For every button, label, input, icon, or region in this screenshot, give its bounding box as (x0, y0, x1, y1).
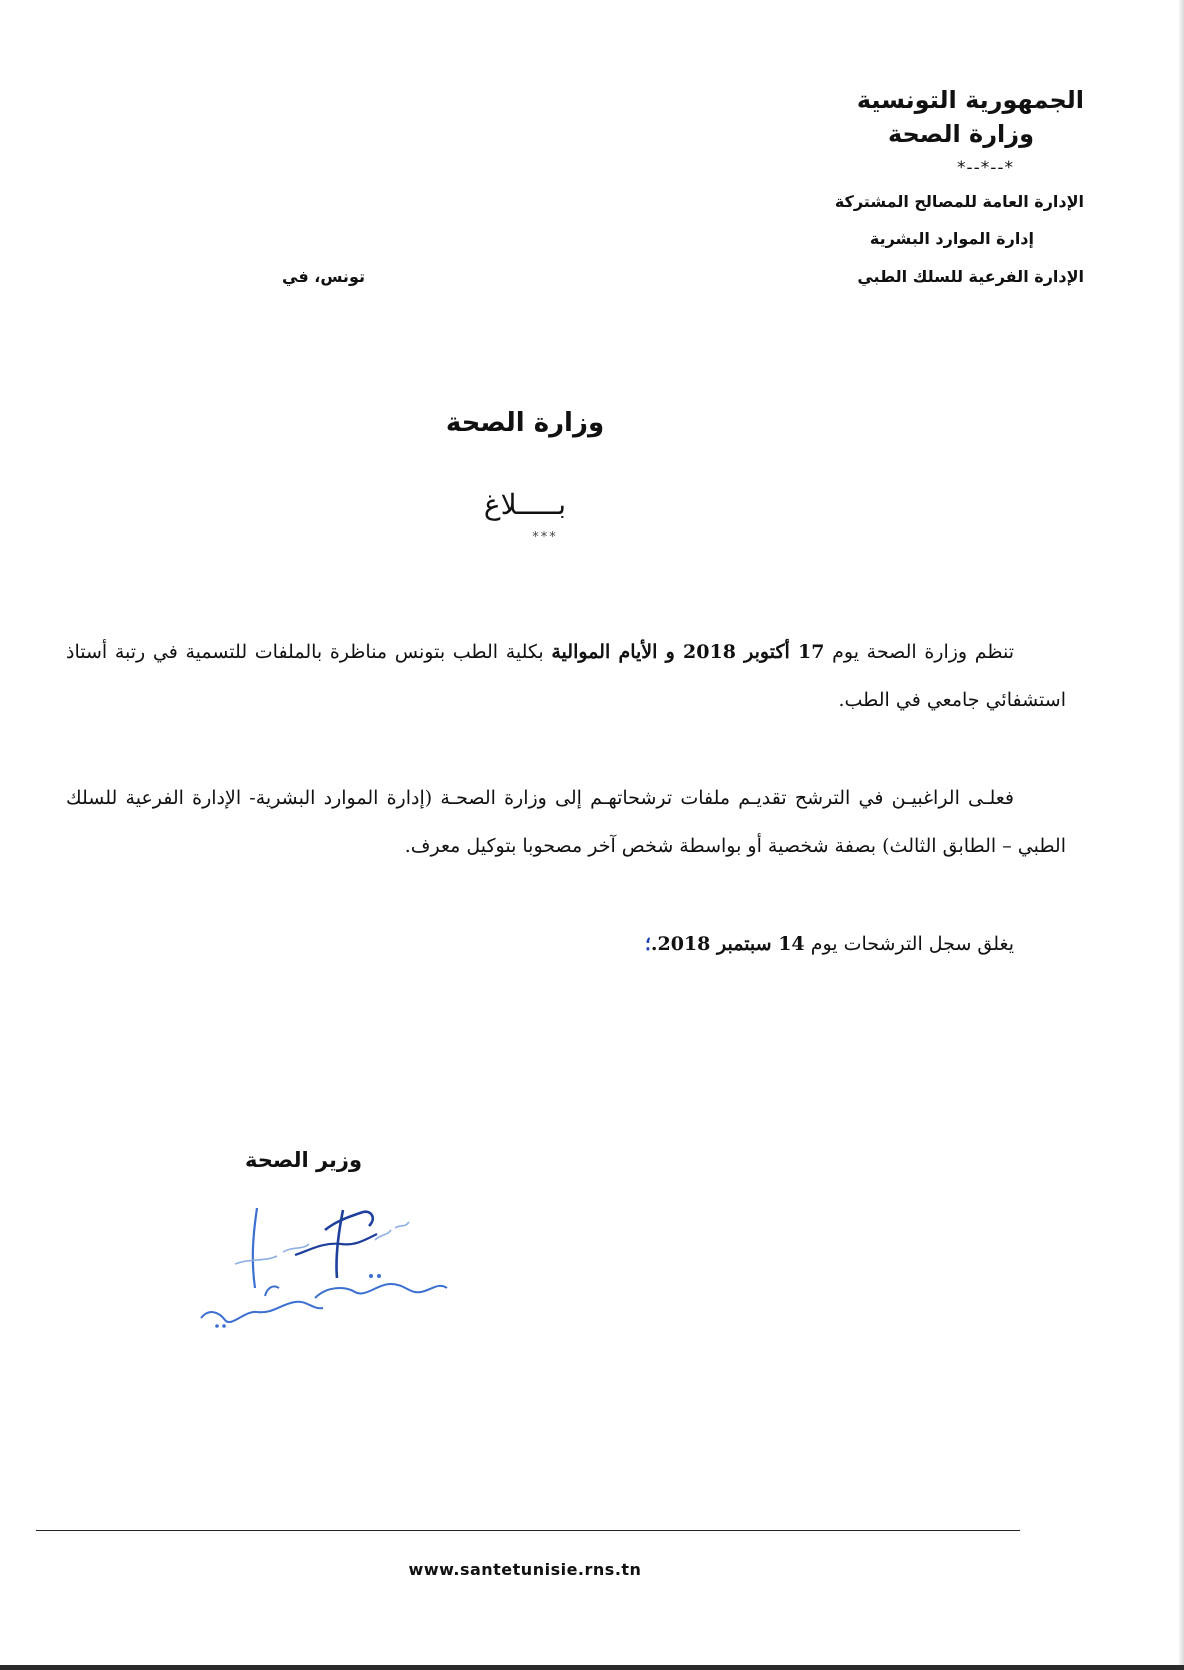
header-ministry: وزارة الصحة (887, 120, 1034, 148)
paragraph-announcement (66, 628, 1066, 724)
document-subtitle: بـــــلاغ (483, 488, 567, 521)
paragraph-2-text: فعلـى الراغبيـن في الترشح تقديـم ملفات ترشحاتهـم إلى وزارة الصحـة (إدارة الموارد البشرية- الإدارة الفرعية للسلك الطبي – الطابق الثالث) بصفة شخصية أو بواسطة شخص آخر مصحوبا بتوكيل معرف. (66, 787, 1066, 857)
paragraph-1-text-c: بكلية الطب بتونس مناظرة بالملفات للتسمية في رتبة أستاذ استشفائي جامعي في الطب. (66, 641, 1066, 711)
header-dept-sub: الإدارة الفرعية للسلك الطبي (857, 267, 1084, 286)
handwritten-signature (195, 1200, 475, 1330)
scan-edge-bottom (0, 1665, 1184, 1670)
header-dept-general: الإدارة العامة للمصالح المشتركة (834, 192, 1084, 211)
paragraph-3-date: 14 سبتمبر 2018. (650, 933, 805, 955)
paragraph-instructions (66, 774, 1066, 870)
place-date: تونس، في (282, 267, 365, 286)
handwritten-mark: ؛ (644, 933, 651, 955)
scan-edge-right (1178, 0, 1184, 1670)
paragraph-1-date: 17 أكتوبر 2018 و الأيام الموالية (551, 641, 825, 663)
paragraph-1-text-a: تنظم وزارة الصحة يوم (824, 641, 1014, 663)
paragraph-3-text-a: يغلق سجل الترشحات يوم (804, 933, 1014, 955)
document-title: وزارة الصحة (445, 408, 605, 438)
paragraph-deadline (66, 920, 1066, 968)
subtitle-stars: *** (532, 530, 558, 545)
header-separator-stars: *--*--* (956, 158, 1014, 178)
signatory-title: وزير الصحة (245, 1148, 363, 1172)
footer-divider (36, 1530, 1020, 1531)
header-republic: الجمهورية التونسية (856, 86, 1084, 114)
header-dept-hr: إدارة الموارد البشرية (869, 229, 1034, 248)
footer-website-url: www.santetunisie.rns.tn (408, 1560, 642, 1579)
